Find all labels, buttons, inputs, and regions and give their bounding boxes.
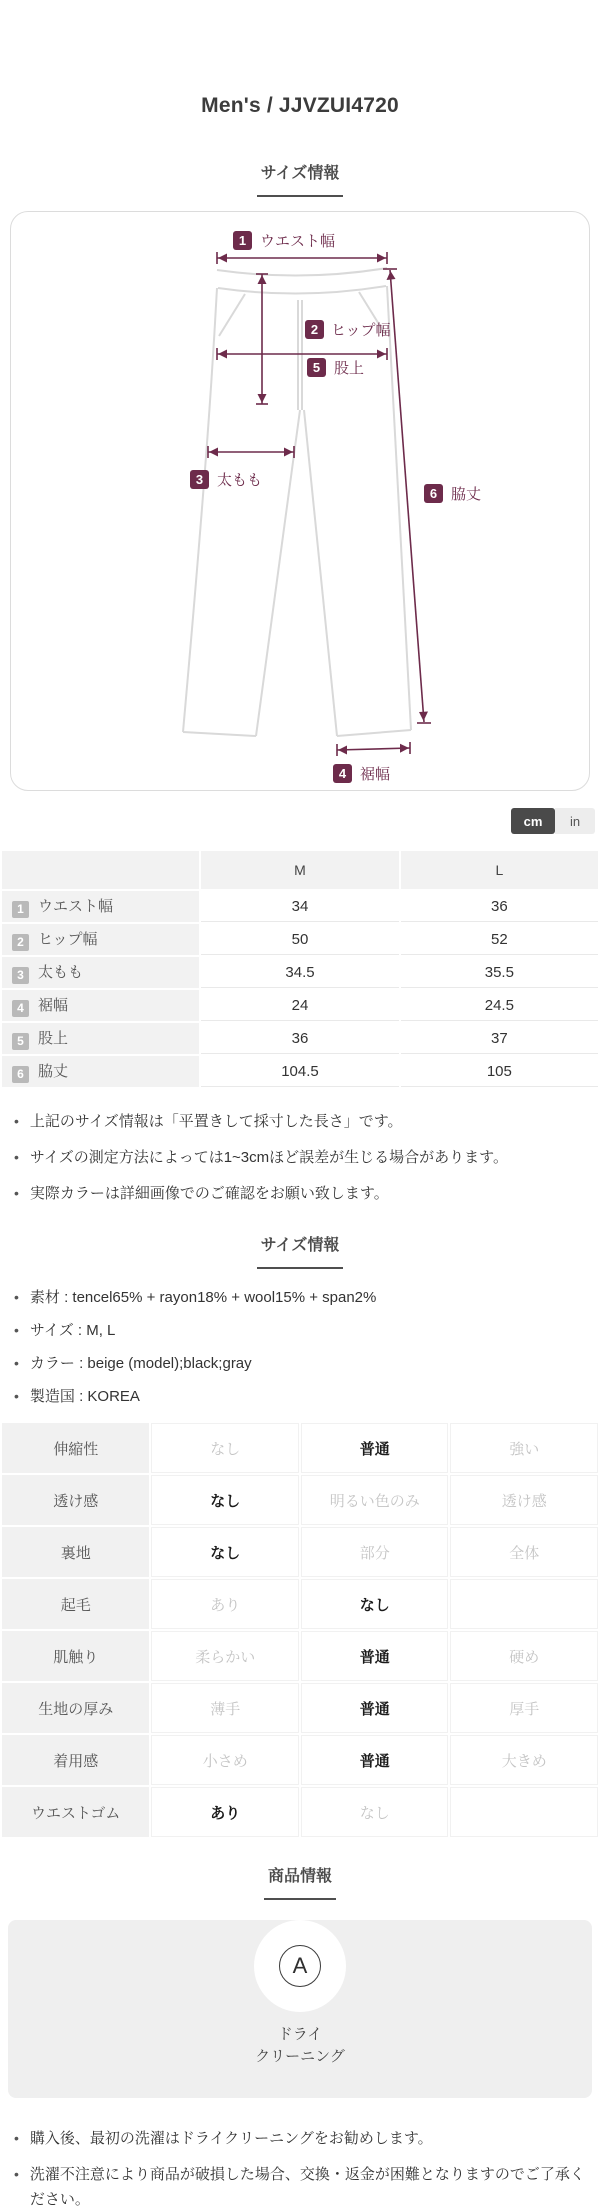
size-table [0, 849, 600, 1089]
label-thigh: 太もも [217, 472, 263, 489]
unit-in-button[interactable]: in [555, 808, 595, 834]
attr-option-selected: なし [151, 1475, 299, 1525]
label-waist: ウエスト幅 [260, 233, 336, 250]
list-item: • カラー : beige (model);black;gray [14, 1355, 252, 1372]
table-row [2, 1683, 598, 1733]
badge-1-num: 1 [238, 233, 247, 248]
product-info-heading-text: 商品情報 [264, 1867, 336, 1900]
row-label: ウエスト幅 [38, 898, 114, 915]
dry-cleaning-a-symbol: A [279, 1945, 321, 1987]
attr-option: 厚手 [450, 1683, 598, 1733]
attr-option [450, 1579, 598, 1629]
row-label: 股上 [38, 1030, 69, 1047]
attr-option-selected: 普通 [301, 1735, 449, 1785]
table-row [2, 957, 598, 988]
list-item: • 洗濯不注意により商品が破損した場合、交換・返金が困難となりますのでご了承ください。 [14, 2162, 586, 2212]
table-row [2, 1023, 598, 1054]
size-col-m: M [201, 851, 398, 889]
size-value-l: 36 [401, 891, 598, 922]
bullet-icon: • [14, 1289, 19, 1305]
bullet-icon: • [14, 1185, 19, 1201]
size-info-heading-text: サイズ情報 [257, 164, 344, 197]
care-label: ドライ クリーニング [255, 2026, 345, 2065]
attr-option: 硬め [450, 1631, 598, 1681]
page-title: Men's / JJVZUI4720 [201, 94, 399, 117]
bullet-icon: • [14, 1113, 19, 1129]
attr-option-selected: 普通 [301, 1423, 449, 1473]
row-badge: 4 [12, 1000, 29, 1017]
size-value-l: 24.5 [401, 990, 598, 1021]
product-notes [14, 2126, 586, 2212]
size-value-l: 35.5 [401, 957, 598, 988]
size-table-header [2, 851, 598, 889]
bullet-icon: • [14, 1149, 19, 1165]
badge-3-num: 3 [195, 472, 204, 487]
attr-label: 起毛 [2, 1579, 149, 1629]
unit-toggle [0, 808, 595, 834]
table-row [2, 891, 598, 922]
table-row [2, 1787, 598, 1837]
attr-option: 大きめ [450, 1735, 598, 1785]
pants-measurement-diagram [11, 212, 590, 791]
row-badge: 2 [12, 934, 29, 951]
attr-label: 着用感 [2, 1735, 149, 1785]
row-badge: 6 [12, 1066, 29, 1083]
size-col-l: L [401, 851, 598, 889]
list-item: • 上記のサイズ情報は「平置きして採寸した長さ」です。 [14, 1113, 403, 1130]
size-value-m: 34.5 [201, 957, 398, 988]
row-badge: 5 [12, 1033, 29, 1050]
material-notes [14, 1287, 588, 1407]
row-label: 太もも [38, 964, 84, 981]
size-diagram-panel [10, 211, 590, 791]
row-label: 脇丈 [38, 1063, 69, 1080]
bullet-icon: • [14, 1322, 19, 1338]
attr-option-selected: なし [151, 1527, 299, 1577]
attr-option-selected: 普通 [301, 1683, 449, 1733]
row-label: 裾幅 [38, 997, 69, 1014]
attr-label: 伸縮性 [2, 1423, 149, 1473]
size-value-m: 36 [201, 1023, 398, 1054]
attr-option: なし [301, 1787, 449, 1837]
table-row [2, 1735, 598, 1785]
table-row [2, 1423, 598, 1473]
attr-option: 小さめ [151, 1735, 299, 1785]
attr-option-selected: なし [301, 1579, 449, 1629]
table-row [2, 990, 598, 1021]
size-value-m: 104.5 [201, 1056, 398, 1087]
size-info2-heading [0, 1236, 600, 1269]
list-item: • サイズ : M, L [14, 1322, 116, 1339]
table-row [2, 1475, 598, 1525]
product-info-heading [0, 1867, 600, 1900]
attr-label: ウエストゴム [2, 1787, 149, 1837]
label-hip: ヒップ幅 [331, 322, 391, 339]
size-value-l: 52 [401, 924, 598, 955]
bullet-icon: • [14, 1388, 19, 1404]
table-row [2, 1527, 598, 1577]
attr-option: 強い [450, 1423, 598, 1473]
list-item: • 実際カラーは詳細画像でのご確認をお願い致します。 [14, 1185, 389, 1202]
table-row [2, 1579, 598, 1629]
bullet-icon: • [14, 2130, 19, 2146]
attr-option: 薄手 [151, 1683, 299, 1733]
care-instructions-panel [8, 1920, 592, 2098]
row-badge: 1 [12, 901, 29, 918]
attr-option: なし [151, 1423, 299, 1473]
size-table-corner [2, 851, 199, 889]
list-item: • 素材 : tencel65% + rayon18% + wool15% + span2% [14, 1289, 377, 1306]
size-value-m: 34 [201, 891, 398, 922]
badge-2-num: 2 [310, 322, 319, 337]
badge-5-num: 5 [312, 360, 321, 375]
list-item: • 製造国 : KOREA [14, 1388, 140, 1405]
attr-option: 全体 [450, 1527, 598, 1577]
attr-option: あり [151, 1579, 299, 1629]
attr-label: 肌触り [2, 1631, 149, 1681]
attr-option: 柔らかい [151, 1631, 299, 1681]
size-value-m: 50 [201, 924, 398, 955]
label-side-length: 脇丈 [451, 486, 482, 503]
bullet-icon: • [14, 1355, 19, 1371]
size-info-heading [0, 164, 600, 197]
row-label: ヒップ幅 [38, 931, 98, 948]
table-row [2, 924, 598, 955]
table-row [2, 1056, 598, 1087]
size-value-l: 37 [401, 1023, 598, 1054]
label-rise: 股上 [334, 360, 365, 377]
size-value-m: 24 [201, 990, 398, 1021]
row-badge: 3 [12, 967, 29, 984]
size-notes [14, 1111, 588, 1204]
size-info2-heading-text: サイズ情報 [257, 1236, 344, 1269]
attr-option-selected: あり [151, 1787, 299, 1837]
badge-6-num: 6 [429, 486, 438, 501]
attr-option [450, 1787, 598, 1837]
badge-4-num: 4 [338, 766, 347, 781]
label-hem: 裾幅 [360, 766, 391, 783]
attribute-table [0, 1421, 600, 1839]
attr-option: 透け感 [450, 1475, 598, 1525]
unit-cm-button[interactable]: cm [511, 808, 555, 834]
attr-option-selected: 普通 [301, 1631, 449, 1681]
attr-label: 生地の厚み [2, 1683, 149, 1733]
size-value-l: 105 [401, 1056, 598, 1087]
list-item: • サイズの測定方法によっては1~3cmほど誤差が生じる場合があります。 [14, 1149, 508, 1166]
attr-label: 透け感 [2, 1475, 149, 1525]
attr-label: 裏地 [2, 1527, 149, 1577]
bullet-icon: • [14, 2166, 19, 2182]
attr-option: 部分 [301, 1527, 449, 1577]
list-item: • 購入後、最初の洗濯はドライクリーニングをお勧めします。 [14, 2126, 586, 2151]
table-row [2, 1631, 598, 1681]
attr-option: 明るい色のみ [301, 1475, 449, 1525]
dry-cleaning-icon [254, 1920, 346, 2012]
